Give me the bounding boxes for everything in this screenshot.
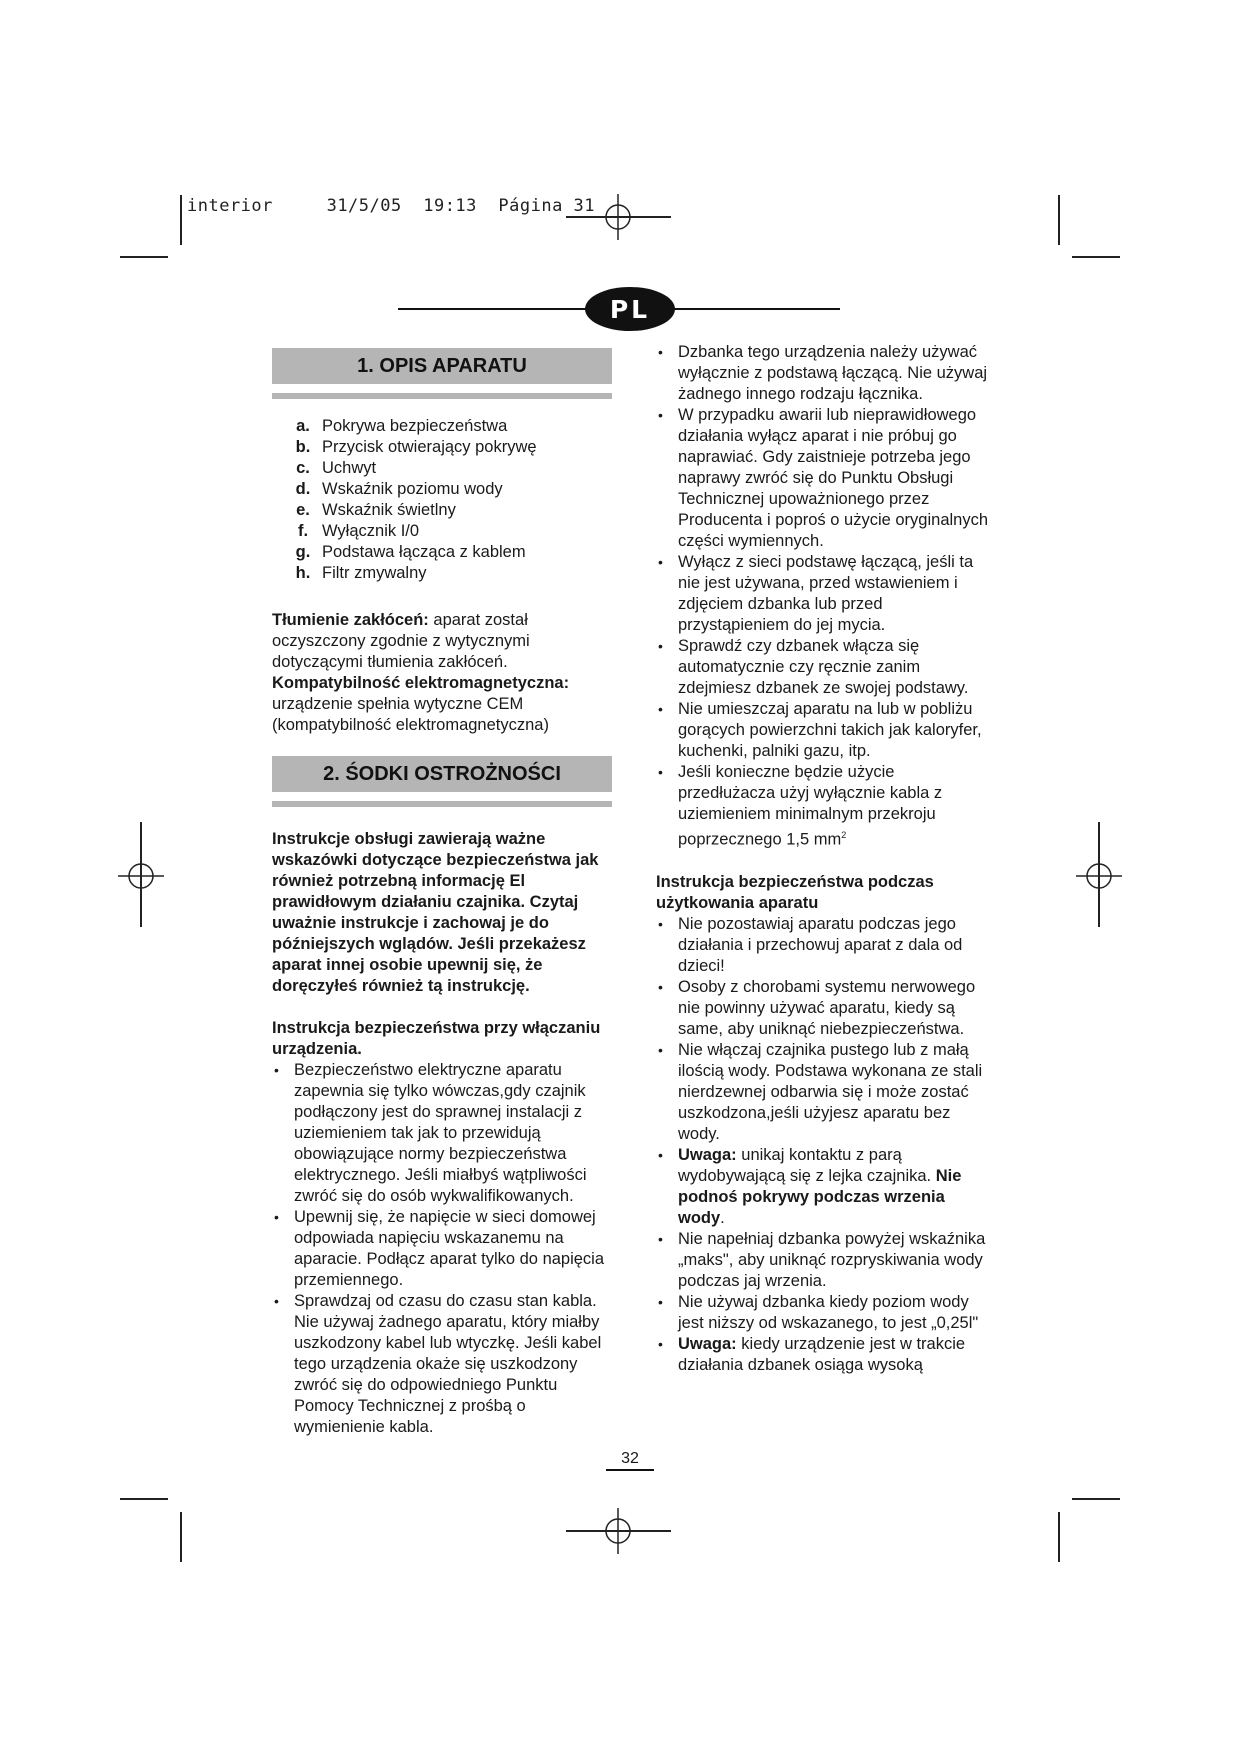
list-item: • Bezpieczeństwo elektryczne aparatu zapewnia się tylko wówczas,gdy czajnik podłączony jest do sprawnej instalacji z uziemieniem tak jak to przewidują obowiązujące normy bezpieczeństwa elektrycznego. Jeśli miałbyś wątpliwości zwróć się do osób wykwalifikowanych. [272,1060,612,1207]
usage-list [656,914,996,1376]
lang-rule [398,308,598,310]
section-2-title: 2. ŚODKI OSTROŻNOŚCI [272,756,612,792]
part-text: Podstawa łącząca z kablem [322,543,526,561]
list-item: • Nie używaj dzbanka kiedy poziom wody jest niższy od wskazanego, to jest „0,25l" [656,1292,996,1334]
connector-list [656,342,996,851]
print-slug [187,196,595,216]
extension-text: Jeśli konieczne będzie użycie przedłużacza użyj wyłącznie kabla z uziemieniem minimalnym przekroju poprzecznego 1,5 mm [678,763,943,849]
warning-label: Uwaga: [678,1145,737,1164]
part-letter: g. [295,543,311,561]
part-text: Uchwyt [322,459,377,477]
list-item [656,1334,996,1376]
switching-list [272,1060,612,1438]
part-text: Filtr zmywalny [322,564,427,582]
list-item [284,521,612,542]
emc-label: Kompatybilność elektromagnetyczna: [272,674,570,692]
interference-text: aparat został oczyszczony zgodnie z wytycznymi dotyczącymi tłumienia zakłóceń. [272,611,530,671]
slug-file: interior [187,196,273,216]
part-letter: a. [296,417,310,435]
list-item [656,762,996,851]
list-item: • Nie włączaj czajnika pustego lub z małą ilością wody. Podstawa wykonana ze stali nierdzewnej odbarwia się i może zostać uszkodzona,jeśli użyjesz aparatu bez wody. [656,1040,996,1145]
language-badge: PL [585,287,675,331]
section-rule [272,801,612,807]
part-letter: c. [296,459,310,477]
part-letter: e. [296,501,310,519]
part-text: Przycisk otwierający pokrywę [322,438,537,456]
part-text: Wskaźnik poziomu wody [322,480,503,498]
parts-list [284,416,612,584]
crop-mark [140,822,142,927]
part-letter: h. [295,564,311,582]
part-text: Wskaźnik świetlny [322,501,456,519]
usage-heading: Instrukcja bezpieczeństwa podczas użytkowania aparatu [656,872,934,912]
list-item [284,479,612,500]
part-text: Wyłącznik I/0 [322,522,420,540]
warning-text: kiedy urządzenie jest w trakcie działania dzbanek osiąga wysoką [678,1334,966,1374]
list-item [284,542,612,563]
crop-mark [1058,1512,1060,1562]
crop-mark [180,195,182,245]
part-letter: b. [295,438,311,456]
crop-mark [120,256,168,258]
list-item [284,500,612,521]
switching-heading: Instrukcja bezpieczeństwa przy włączaniu urządzenia. [272,1019,601,1058]
part-text: Pokrywa bezpieczeństwa [322,417,508,435]
right-column [656,342,996,1376]
crop-mark [566,1530,671,1532]
safety-intro: Instrukcje obsługi zawierają ważne wskazówki dotyczące bezpieczeństwa jak również potrzebną informację El prawidłowym działaniu czajnika. Czytaj uważnie instrukcje i zachowaj je do późniejszych wglądów. Jeśli przekażesz aparat innej osobie upewnij się, że doręczyłeś również tą instrukcję. [272,830,599,995]
lang-rule [662,308,840,310]
list-item [284,563,612,584]
list-item [284,458,612,479]
slug-page: Página 31 [498,196,596,216]
list-item: • Sprawdź czy dzbanek włącza się automatycznie czy ręcznie zanim zdejmiesz dzbanek ze swojej podstawy. [656,636,996,699]
part-letter: d. [295,480,311,498]
slug-date: 31/5/05 [326,196,402,216]
list-item: • Nie umieszczaj aparatu na lub w pobliżu gorących powierzchni takich jak kaloryfer, kuchenki, palniki gazu, itp. [656,699,996,762]
warning-end: . [720,1208,725,1227]
page-number: 32 [606,1450,654,1471]
crop-mark [1058,195,1060,245]
warning-text: unikaj kontaktu z parą wydobywającą się z lejka czajnika. [678,1145,932,1185]
list-item: • Sprawdzaj od czasu do czasu stan kabla. Nie używaj żadnego aparatu, który miałby uszkodzony kabel lub wtyczkę. Jeśli kabel tego urządzenia okaże się uszkodzony zwróć się do odpowiedniego Punktu Pomocy Technicznej z prośbą o wymienienie kabla. [272,1291,612,1438]
list-item [284,416,612,437]
slug-time: 19:13 [423,196,477,216]
emc-text: urządzenie spełnia wytyczne CEM (kompatybilność elektromagnetyczna) [272,695,549,734]
warning-bold: Nie podnoś pokrywy podczas wrzenia wody [678,1166,962,1227]
warning-label: Uwaga: [678,1334,737,1353]
crop-mark [120,1498,168,1500]
crop-mark [1072,256,1120,258]
interference-label: Tłumienie zakłóceń: [272,611,429,629]
superscript: 2 [841,830,847,840]
list-item [284,437,612,458]
part-letter: f. [297,522,309,540]
left-column [272,348,612,1438]
list-item: • Nie pozostawiaj aparatu podczas jego działania i przechowuj aparat z dala od dzieci! [656,914,996,977]
section-1-title: 1. OPIS APARATU [272,348,612,384]
crop-mark [1072,1498,1120,1500]
crop-mark [566,216,671,218]
crop-mark [1098,822,1100,927]
crop-mark [180,1512,182,1562]
list-item: • Dzbanka tego urządzenia należy używać wyłącznie z podstawą łączącą. Nie używaj żadnego innego rodzaju łącznika. [656,342,996,405]
section-rule [272,393,612,399]
list-item: • W przypadku awarii lub nieprawidłowego działania wyłącz aparat i nie próbuj go naprawiać. Gdy zaistnieje potrzeba jego naprawy zwróć się do Punktu Obsługi Technicznej upoważnionego przez Producenta i poproś o użycie oryginalnych części wymiennych. [656,405,996,552]
list-item [656,1145,996,1229]
list-item: • Wyłącz z sieci podstawę łączącą, jeśli ta nie jest używana, przed wstawieniem i zdjęciem dzbanka lub przed przystąpieniem do jej mycia. [656,552,996,636]
list-item: • Osoby z chorobami systemu nerwowego nie powinny używać aparatu, kiedy są same, aby uniknąć niebezpieczeństwa. [656,977,996,1040]
list-item: • Upewnij się, że napięcie w sieci domowej odpowiada napięciu wskazanemu na aparacie. Podłącz aparat tylko do napięcia przemiennego. [272,1207,612,1291]
interference-paragraph [272,610,612,736]
list-item: • Nie napełniaj dzbanka powyżej wskaźnika „maks", aby uniknąć rozpryskiwania wody podczas jaj wrzenia. [656,1229,996,1292]
